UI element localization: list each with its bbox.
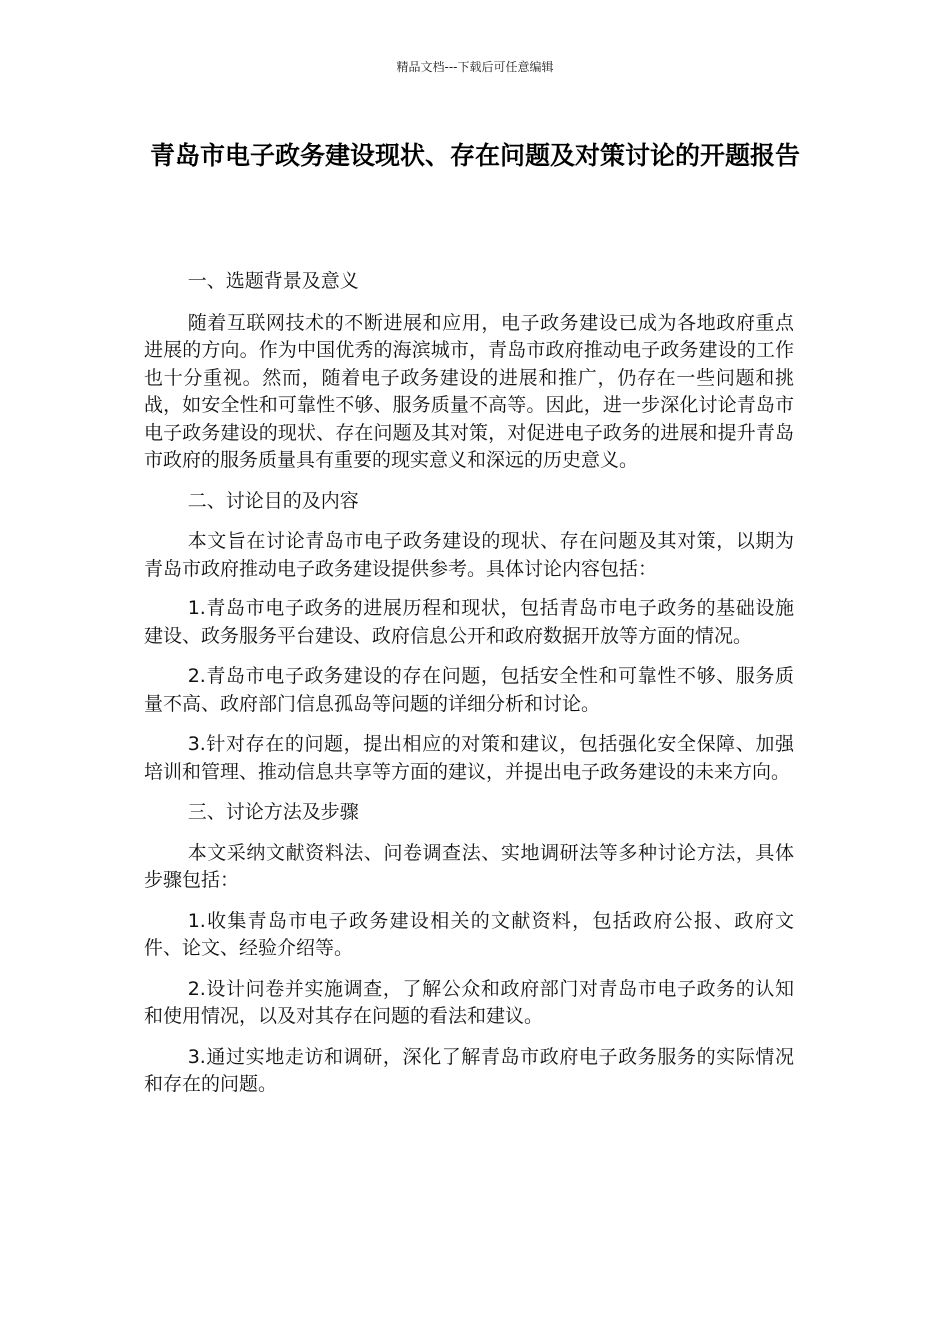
document-body bbox=[144, 268, 794, 1099]
document-title: 青岛市电子政务建设现状、存在问题及对策讨论的开题报告 bbox=[149, 141, 800, 170]
paragraph-background: 随着互联网技术的不断进展和应用，电子政务建设已成为各地政府重点进展的方向。作为中国优秀的海滨城市，青岛市政府推动电子政务建设的工作也十分重视。然而，随着电子政务建设的进展和推广，仍存在一些问题和挑战，如安全性和可靠性不够、服务质量不高等。因此，进一步深化讨论青岛市电子政务建设的现状、存在问题及其对策，对促进电子政务的进展和提升青岛市政府的服务质量具有重要的现实意义和深远的历史意义。 bbox=[144, 311, 794, 471]
paragraph-methods-item-1: 1.收集青岛市电子政务建设相关的文献资料，包括政府公报、政府文件、论文、经验介绍等。 bbox=[144, 909, 794, 959]
section-heading-objectives: 二、讨论目的及内容 bbox=[187, 489, 359, 512]
paragraph-objectives-intro: 本文旨在讨论青岛市电子政务建设的现状、存在问题及其对策，以期为青岛市政府推动电子政务建设提供参考。具体讨论内容包括： bbox=[144, 530, 794, 580]
section-heading-background: 一、选题背景及意义 bbox=[187, 270, 359, 292]
paragraph-methods-intro: 本文采纳文献资料法、问卷调查法、实地调研法等多种讨论方法，具体步骤包括： bbox=[144, 841, 794, 891]
paragraph-objectives-item-3: 3.针对存在的问题，提出相应的对策和建议，包括强化安全保障、加强培训和管理、推动信息共享等方面的建议，并提出电子政务建设的未来方向。 bbox=[144, 733, 794, 783]
paragraph-objectives-item-1: 1.青岛市电子政务的进展历程和现状，包括青岛市电子政务的基础设施建设、政务服务平台建设、政府信息公开和政府数据开放等方面的情况。 bbox=[144, 597, 794, 647]
section-heading-methods: 三、讨论方法及步骤 bbox=[187, 801, 359, 823]
page-header-note: 精品文档---下载后可任意编辑 bbox=[396, 60, 554, 74]
paragraph-objectives-item-2: 2.青岛市电子政务建设的存在问题，包括安全性和可靠性不够、服务质量不高、政府部门信息孤岛等问题的详细分析和讨论。 bbox=[144, 665, 794, 715]
paragraph-methods-item-2: 2.设计问卷并实施调查，了解公众和政府部门对青岛市电子政务的认知和使用情况，以及对其存在问题的看法和建议。 bbox=[144, 977, 794, 1027]
paragraph-methods-item-3: 3.通过实地走访和调研，深化了解青岛市政府电子政务服务的实际情况和存在的问题。 bbox=[144, 1045, 794, 1095]
